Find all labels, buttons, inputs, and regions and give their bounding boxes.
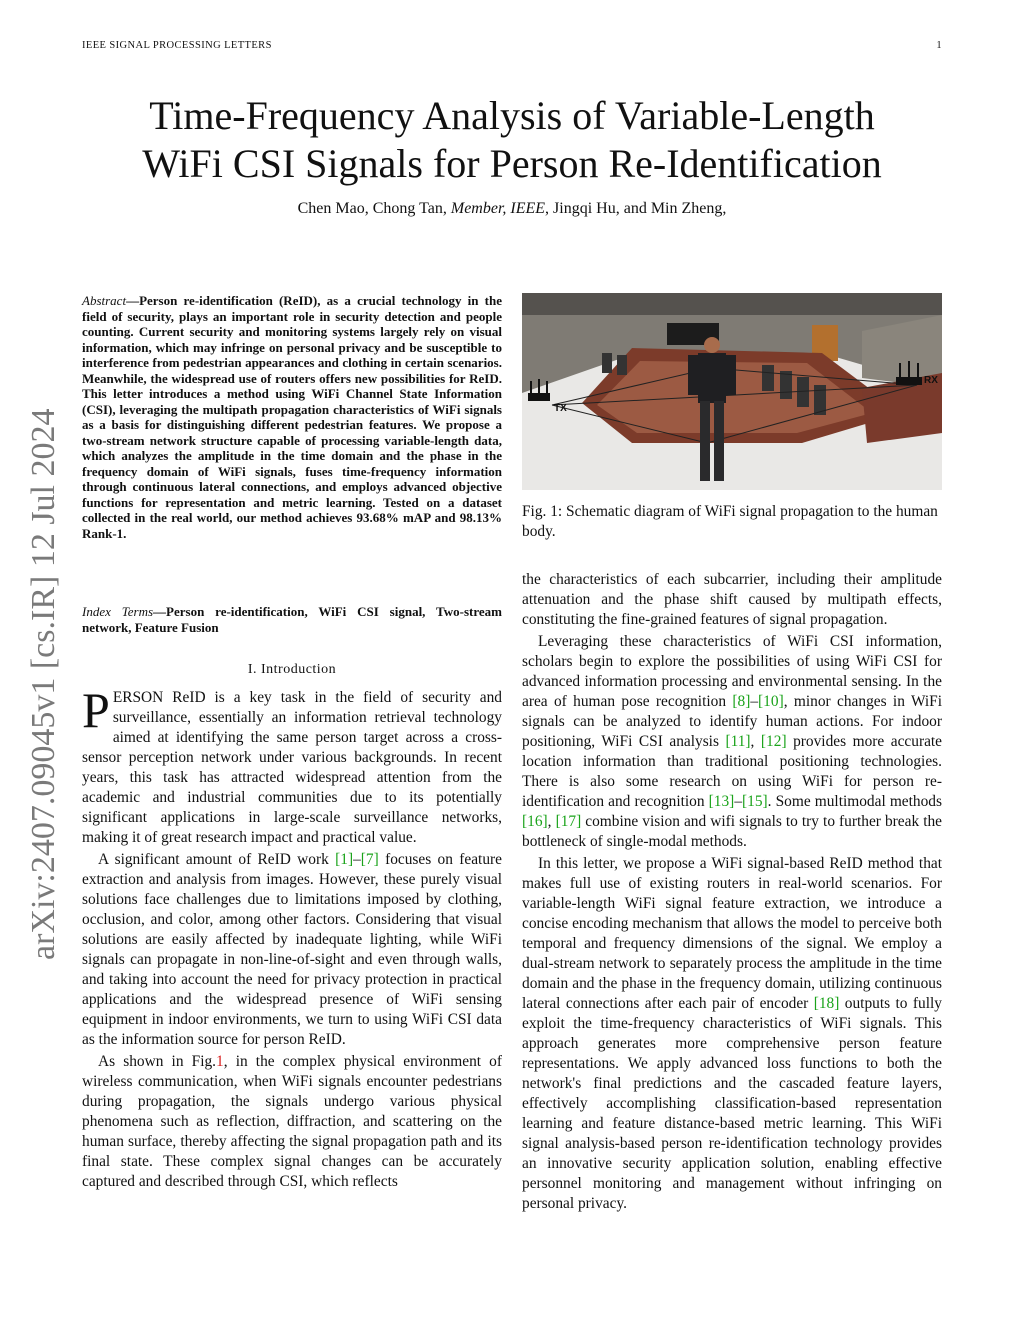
authors-member: Member, IEEE: [450, 200, 546, 217]
citation-link[interactable]: [7]: [360, 851, 379, 868]
citation-link[interactable]: [10]: [758, 693, 784, 710]
right-p3-b: outputs to fully exploit the time-frequency characteristics of WiFi signals. This approach generates more comprehensive person feature representations. We apply advanced loss functions to both the network's final predictions and the cascaded feature layers, effectively accomplishing classification-based representation learning and feature distance-based metric learning. This WiFi signal analysis-based person re-identification technology provides an innovative security application solution, enabling effective personnel monitoring and management without infringing on personal privacy.: [522, 995, 942, 1212]
intro-p2-b: focuses on feature extraction and analysis from images. However, these purely visual solutions face challenges due to limitations imposed by clothing, occlusion, and color, among other factors. Considering that visual solutions are easily affected by inadequate lighting, while WiFi signals can propagate in non-line-of-sight and even through walls, and taking into account the need for privacy protection in practical applications and the widespread presence of WiFi sensing equipment in indoor environments, we turn to using WiFi CSI data as the information source for person ReID.: [82, 851, 502, 1048]
citation-link[interactable]: [12]: [760, 733, 787, 750]
figure-link[interactable]: 1: [216, 1053, 224, 1070]
right-p2-e: combine vision and wifi signals to try to further break the bottleneck of single-modal methods.: [522, 813, 943, 850]
citation-link[interactable]: [11]: [725, 733, 751, 750]
abstract: [82, 293, 502, 541]
citation-link[interactable]: [8]: [732, 693, 751, 710]
right-column: [522, 570, 942, 1214]
abstract-text: —Person re-identification (ReID), as a crucial technology in the field of security, plays an important role in security detection and people counting. Current security and monitoring systems largely rely on visual information, which may infringe on personal privacy and be susceptible to interference from pedestrian appearances and clothing in certain scenarios. Meanwhile, the widespread use of routers offers new possibilities for ReID. This letter introduces a method using WiFi Channel State Information (CSI), leveraging the multipath propagation characteristics of WiFi signals as a basis for distinguishing different pedestrian features. We propose a two-stream network structure capable of processing variable-length data, which analyzes the amplitude in the time domain and the phase in the frequency domain of WiFi signals, fuses time-frequency information through continuous lateral connections, and employs advanced objective functions for representation and metric learning. Tested on a dataset collected in the real world, our method achieves 93.68% mAP and 98.13% Rank-1.: [82, 293, 502, 541]
citation-link[interactable]: [13]: [708, 793, 735, 810]
tx-router: [528, 379, 550, 401]
figure-1-illustration: [522, 293, 942, 490]
intro-p1-text: ERSON ReID is a key task in the field of security and surveillance, essentially an information retrieval technology aimed at identifying the same person target across a cross-sensor perception network under various backgrounds. In recent years, this task has attracted widespread attention from the academic and industrial communities due to its potentially significant applications in large-scale surveillance networks, making it of great research impact and practical value.: [82, 689, 502, 846]
intro-paragraph-2: [82, 850, 502, 1050]
paper-title: [60, 92, 964, 188]
citation-link[interactable]: [1]: [335, 851, 354, 868]
citation-link[interactable]: [16]: [522, 813, 548, 830]
arxiv-stamp: arXiv:2407.09045v1 [cs.IR] 12 Jul 2024: [25, 408, 62, 960]
authors-after: , Jingqi Hu, and Min Zheng,: [545, 200, 727, 217]
intro-paragraph-3: [82, 1052, 502, 1192]
abstract-label: Abstract: [82, 293, 127, 308]
intro-p2-a: A significant amount of ReID work: [98, 851, 336, 868]
intro-paragraph-1: [82, 682, 502, 848]
rx-label: RX: [924, 375, 938, 386]
journal-name: IEEE SIGNAL PROCESSING LETTERS: [82, 40, 272, 51]
intro-column: [82, 682, 503, 1192]
intro-p3-b: , in the complex physical environment of wireless communication, when WiFi signals encounter pedestrians during propagation, the signals undergo various physical phenomena such as reflection, diffraction, and scattering on the human surface, thereby affecting the signal propagation path and its final state. These complex signal changes can be accurately captured and described through CSI, which reflects: [82, 1053, 503, 1190]
author-list: [60, 200, 964, 218]
right-p2-b: , minor changes in WiFi signals can be analyzed to identify human actions. For indoor positioning, WiFi CSI analysis: [522, 693, 942, 750]
right-p2-a: Leveraging these characteristics of WiFi CSI information, scholars begin to explore the possibilities of using WiFi CSI for advanced information processing and environmental sensing. In the area of human pose recognition: [522, 633, 942, 710]
page-number: 1: [936, 40, 942, 51]
right-p2-d: . Some multimodal methods: [767, 793, 942, 810]
intro-p3-a: As shown in Fig.: [98, 1053, 217, 1070]
right-paragraph-2: Leveraging these characteristics of WiFi CSI information, scholars begin to explore the possibilities of using WiFi CSI for advanced information processing and environmental sensing. In the area of human pose recognition [8]–[10], minor changes in WiFi signals can be analyzed to identify human actions. For indoor positioning, WiFi CSI analysis [11], [12] provides more accurate location information than traditional positioning technologies. There is also some research on using WiFi for person re-identification and recognition [13]–[15]. Some multimodal methods [16], [17] combine vision and wifi signals to try to further break the bottleneck of single-modal methods.: [522, 633, 943, 850]
index-terms-text: —Person re-identification, WiFi CSI signal, Two-stream network, Feature Fusion: [82, 604, 502, 635]
figure-1-caption: Fig. 1: Schematic diagram of WiFi signal propagation to the human body.: [522, 503, 938, 540]
index-terms: [82, 604, 502, 635]
index-terms-label: Index Terms: [82, 604, 154, 619]
right-p3-a: In this letter, we propose a WiFi signal-based ReID method that makes full use of existing routers in real-world scenarios. For variable-length WiFi signal feature extraction, we introduce a concise encoding mechanism that allows the model to perceive both temporal and frequency dimensions of the signal. We employ a dual-stream network to separately process the amplitude in the time domain and the phase in the frequency domain, utilizing continuous lateral connections after each pair of encoder: [522, 855, 942, 1012]
right-paragraph-3: [522, 854, 942, 1214]
right-p2-c: provides more accurate location information than traditional positioning technologies. There is also some research on using WiFi for person re-identification and recognition: [522, 733, 943, 810]
citation-link[interactable]: [17]: [555, 813, 582, 830]
tx-label: TX: [554, 403, 567, 414]
title-line-1: Time-Frequency Analysis of Variable-Length: [149, 93, 875, 138]
running-header: [82, 40, 942, 51]
authors-before: Chen Mao, Chong Tan,: [297, 200, 451, 217]
citation-link[interactable]: [18]: [813, 995, 840, 1012]
title-line-2: WiFi CSI Signals for Person Re-Identification: [142, 141, 882, 186]
rx-router: [896, 361, 922, 385]
ceiling: [522, 293, 942, 315]
right-paragraph-1: the characteristics of each subcarrier, including their amplitude attenuation and the phase shift caused by multipath effects, constituting the fine-grained features of signal propagation.: [522, 571, 942, 628]
citation-dash: –: [353, 851, 361, 868]
citation-link[interactable]: [15]: [742, 793, 768, 810]
drop-cap: P: [82, 682, 110, 738]
section-heading: I. Introduction: [247, 662, 337, 677]
